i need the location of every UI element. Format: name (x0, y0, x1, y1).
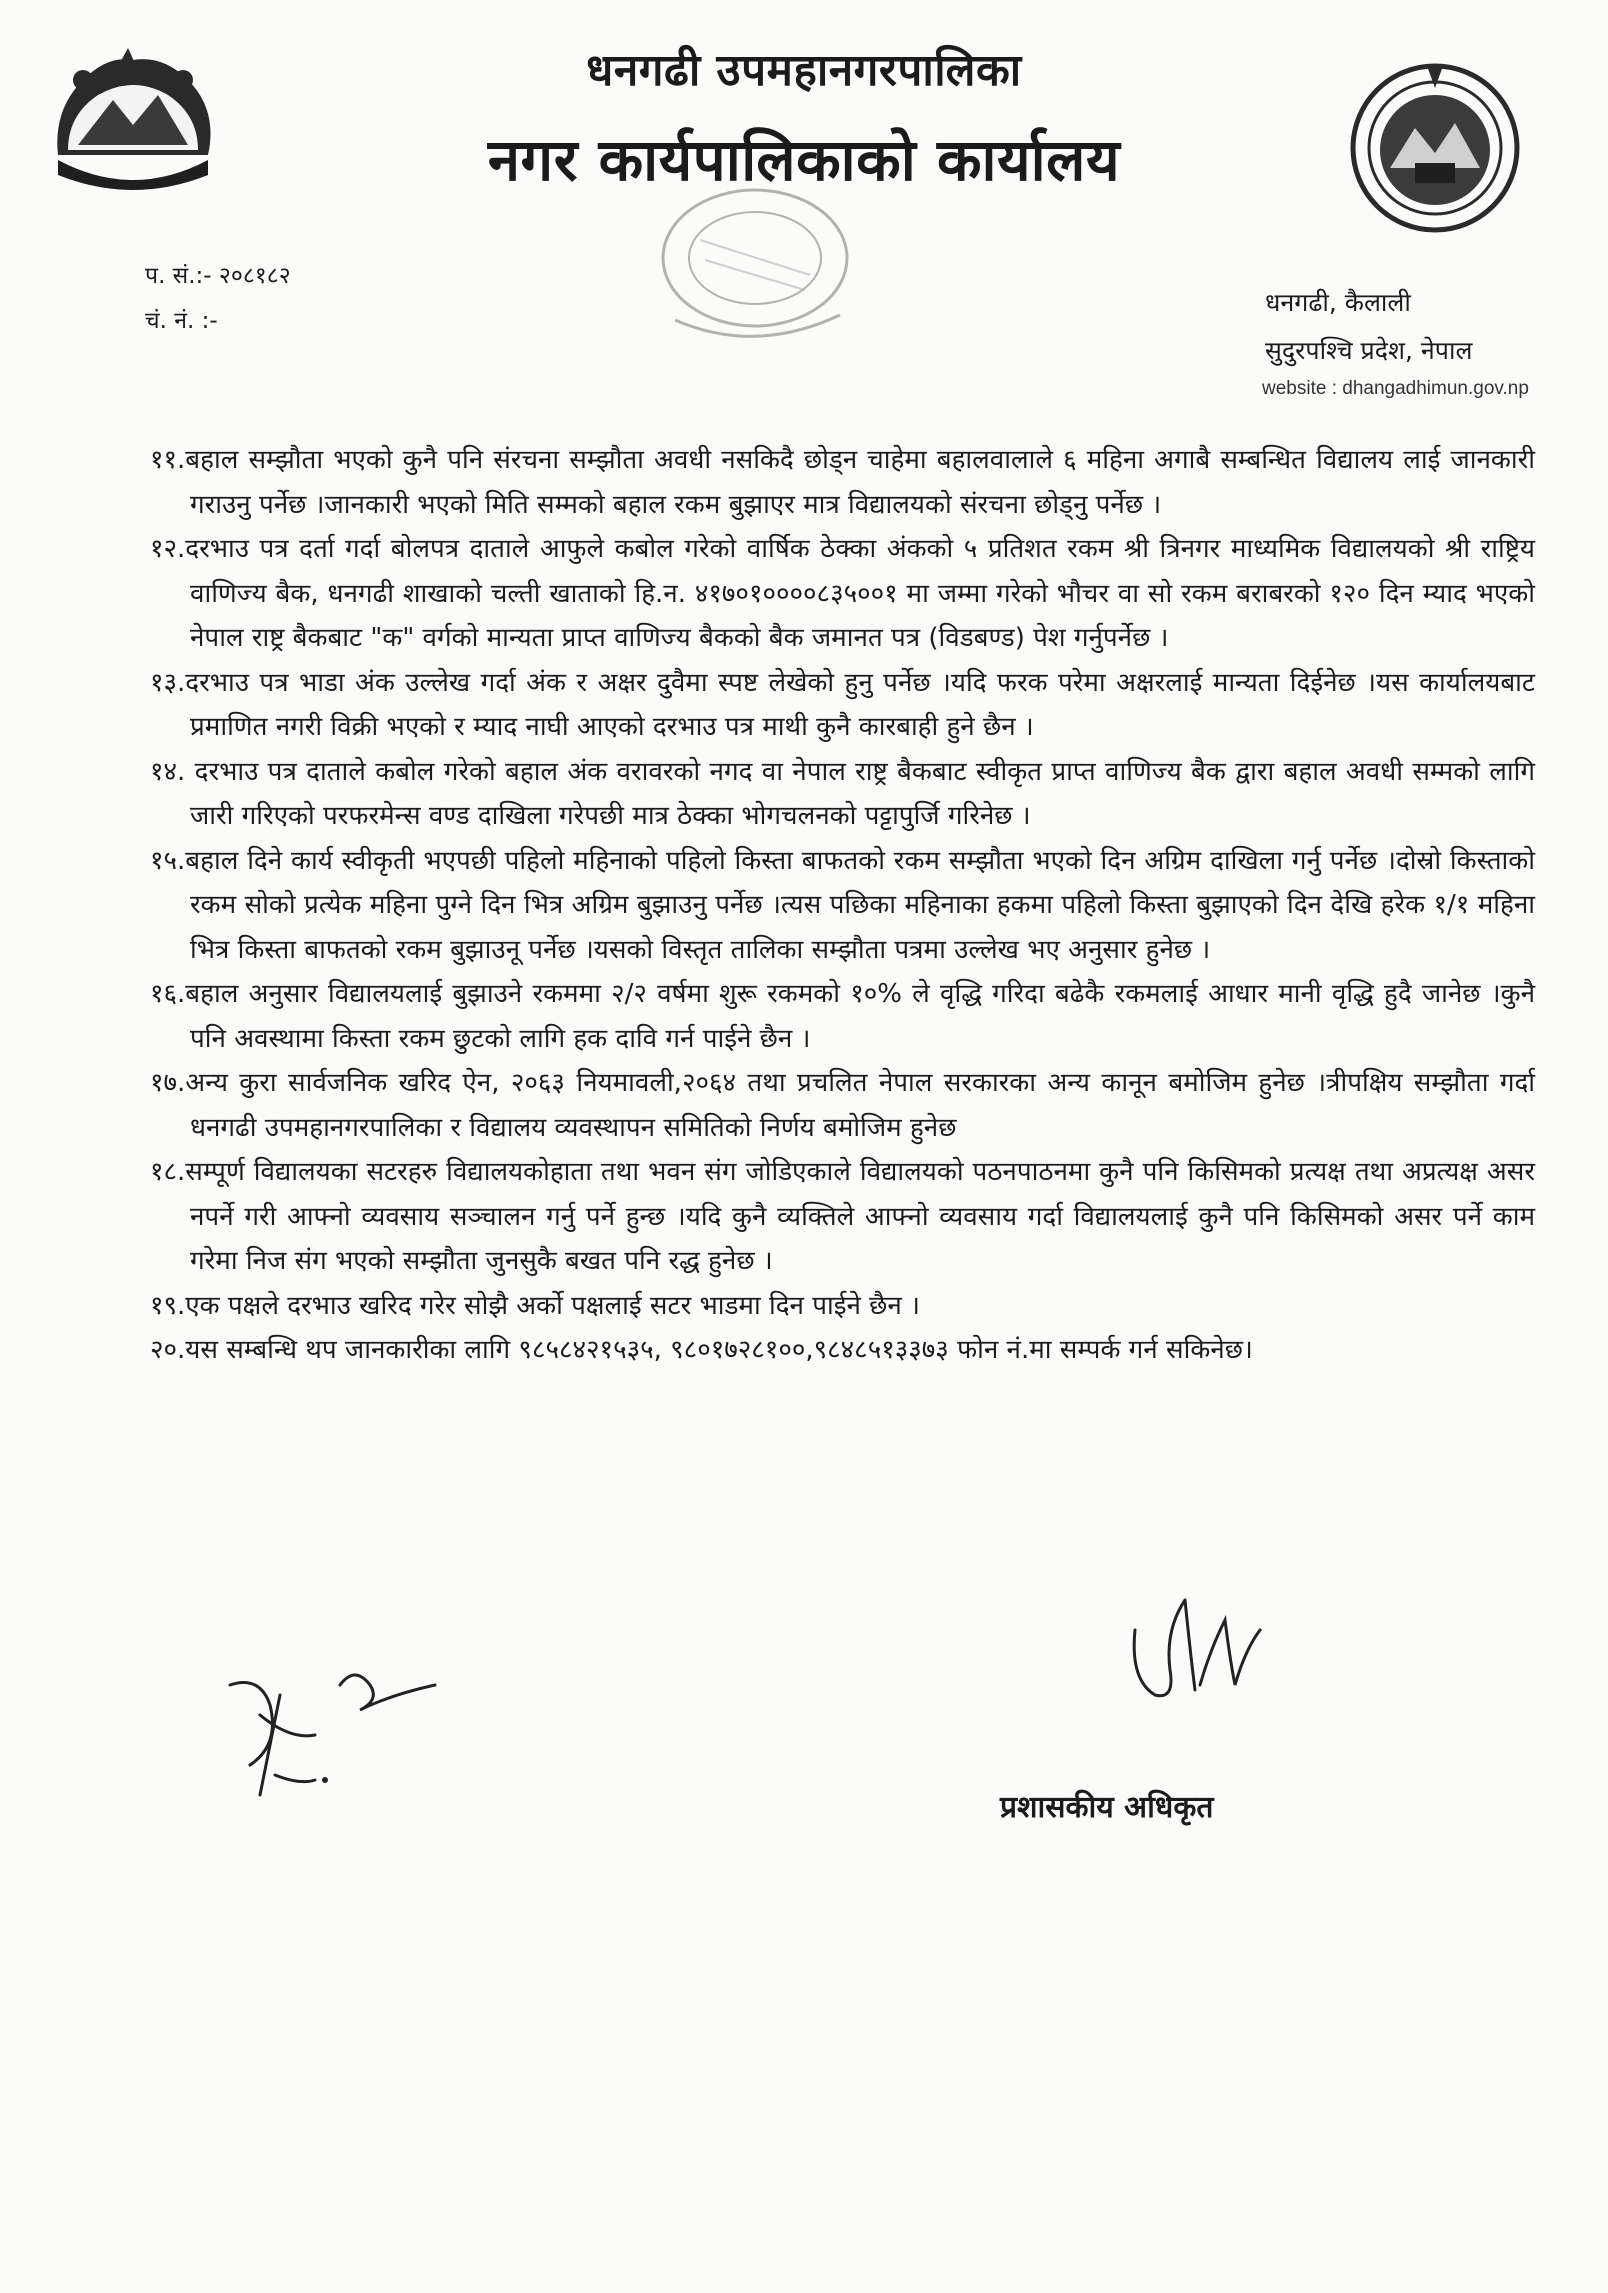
clause-18: १८.सम्पूर्ण विद्यालयका सटरहरु विद्यालयकोहाता तथा भवन संग जोडिएकाले विद्यालयको पठनपाठनमा कुनै पनि किसिमको प्रत्यक्ष तथा अप्रत्यक्ष असर नपर्ने गरी आफ्नो व्यवसाय सञ्चालन गर्नु पर्ने हुन्छ ।यदि कुनै व्यक्तिले आफ्नो व्यवसाय गर्दा विद्यालयलाई कुनै पनि किसिमको असर पर्ने काम गरेमा निज संग भएको सम्झौता जुनसुकै बखत पनि रद्ध हुनेछ । (150, 1157, 1535, 1276)
address-line-1: धनगढी, कैलाली (1265, 288, 1411, 317)
clause-16: १६.बहाल अनुसार विद्यालयलाई बुझाउने रकममा २/२ वर्षमा शुरू रकमको १०% ले वृद्धि गरिदा बढेकै रकमलाई आधार मानी वृद्धि हुदै जानेछ ।कुनै पनि अवस्थामा किस्ता रकम छुटको लागि हक दावि गर्न पाईने छैन । (150, 979, 1535, 1054)
clause-14: १४. दरभाउ पत्र दाताले कबोल गरेको बहाल अंक वरावरको नगद वा नेपाल राष्ट्र बैकबाट स्वीकृत प्राप्त वाणिज्य बैक द्वारा बहाल अवधी सम्मको लागि जारी गरिएको परफरमेन्स वण्ड दाखिला गरेपछी मात्र ठेक्का भोगचलनको पट्टापुर्जि गरिनेछ । (150, 756, 1535, 831)
municipality-name: धनगढी उपमहानगरपालिका (586, 45, 1022, 96)
clause-list (150, 438, 1535, 1373)
clause-11: ११.बहाल सम्झौता भएको कुनै पनि संरचना सम्झौता अवधी नसकिदै छोड्न चाहेमा बहालवालाले ६ महिना अगाबै सम्बन्धित विद्यालय लाई जानकारी गराउनु पर्नेछ ।जानकारी भएको मिति सम्मको बहाल रकम बुझाएर मात्र विद्यालयको संरचना छोड्नु पर्नेछ । (150, 445, 1535, 520)
letter-number: प. सं.:- २०८१८२ (145, 263, 291, 289)
dispatch-number: चं. नं. :- (145, 308, 218, 334)
clause-20: २०.यस सम्बन्धि थप जानकारीका लागि ९८५८४२१५३५, ९८०१७२८१००,९८४८५१३३७३ फोन नं.मा सम्पर्क गर्न सकिनेछ। (150, 1335, 1253, 1365)
address-line-2: सुदुरपश्चि प्रदेश, नेपाल (1265, 336, 1473, 365)
office-name: नगर कार्यपालिकाको कार्यालय (487, 126, 1121, 194)
clause-13: १३.दरभाउ पत्र भाडा अंक उल्लेख गर्दा अंक र अक्षर दुवैमा स्पष्ट लेखेको हुनु पर्नेछ ।यदि फरक परेमा अक्षरलाई मान्यता दिईनेछ ।यस कार्यालयबाट प्रमाणित नगरी विक्री भएको र म्याद नाघी आएको दरभाउ पत्र माथी कुनै कारबाही हुने छैन । (150, 667, 1535, 742)
clause-19: १९.एक पक्षले दरभाउ खरिद गरेर सोझै अर्को पक्षलाई सटर भाडमा दिन पाईने छैन । (150, 1290, 920, 1321)
website-text: website : dhangadhimun.gov.np (1262, 378, 1529, 399)
clause-17: १७.अन्य कुरा सार्वजनिक खरिद ऐन, २०६३ नियमावली,२०६४ तथा प्रचलित नेपाल सरकारका अन्य कानून बमोजिम हुनेछ ।त्रीपक्षिय सम्झौता गर्दा धनगढी उपमहानगरपालिका र विद्यालय व्यवस्थापन समितिको निर्णय बमोजिम हुनेछ (150, 1068, 1535, 1143)
office-stamp (640, 180, 870, 355)
clause-12: १२.दरभाउ पत्र दर्ता गर्दा बोलपत्र दाताले आफुले कबोल गरेको वार्षिक ठेक्का अंकको ५ प्रतिशत रकम श्री त्रिनगर माध्यमिक विद्यालयको श्री राष्ट्रिय वाणिज्य बैक, धनगढी शाखाको चल्ती खाताको हि.न. ४१७०१००००८३५००१ मा जम्मा गरेको भौचर वा सो रकम बराबरको १२० दिन म्याद भएको नेपाल राष्ट्र बैकबाट "क" वर्गको मान्यता प्राप्त वाणिज्य बैकको बैक जमानत पत्र (विडबण्ड) पेश गर्नुपर्नेछ । (150, 534, 1535, 653)
signatory-title: प्रशासकीय अधिकृत (1000, 1790, 1214, 1825)
municipality-logo (1345, 58, 1525, 238)
handwritten-signature-right (1115, 1590, 1275, 1720)
handwritten-signature-left (220, 1645, 460, 1815)
clause-15: १५.बहाल दिने कार्य स्वीकृती भएपछी पहिलो महिनाको पहिलो किस्ता बाफतको रकम सम्झौता भएको दिन अग्रिम दाखिला गर्नु पर्नेछ ।दोस्रो किस्ताको रकम सोको प्रत्येक महिना पुग्ने दिन भित्र अग्रिम बुझाउनु पर्नेछ ।त्यस पछिका महिनाका हकमा पहिलो किस्ता बुझाएको दिन देखि हरेक १/१ महिना भित्र किस्ता बाफतको रकम बुझाउनू पर्नेछ ।यसको विस्तृत तालिका सम्झौता पत्रमा उल्लेख भए अनुसार हुनेछ । (150, 845, 1535, 965)
